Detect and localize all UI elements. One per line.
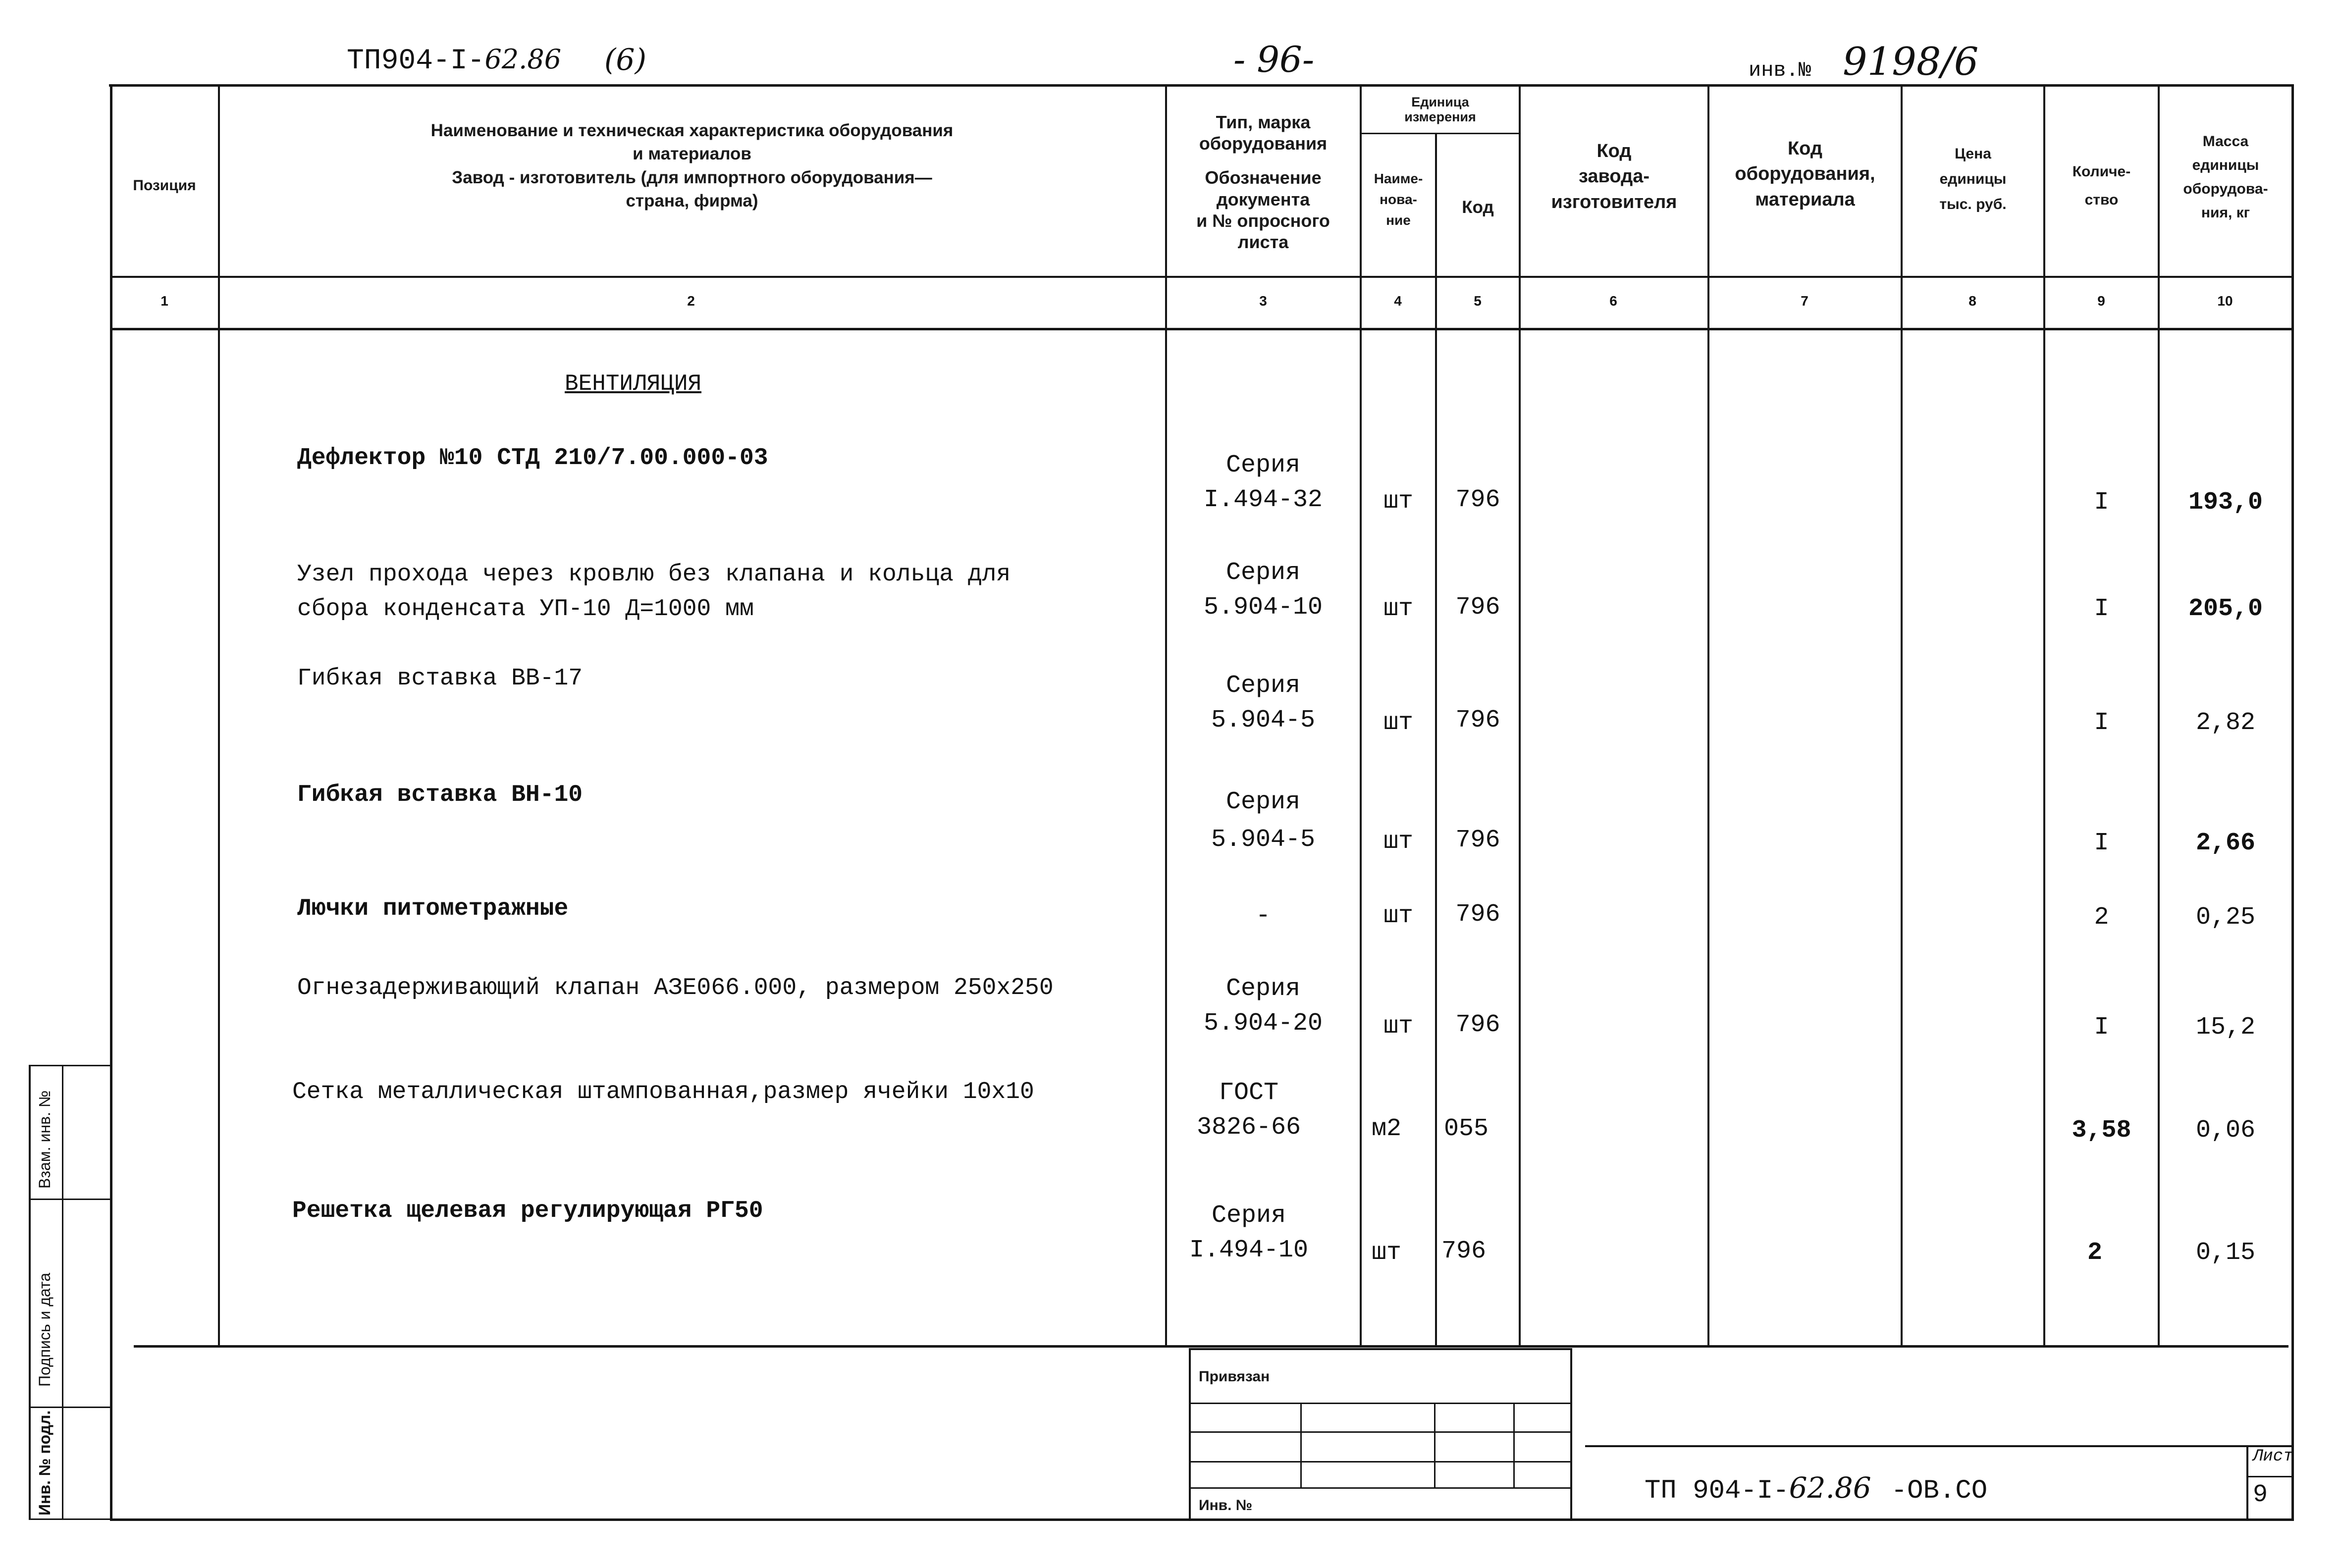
- stamp-line: [1189, 1487, 1571, 1489]
- side-margin-line: [29, 1065, 31, 1519]
- frame-bottom-line: [110, 1518, 2294, 1521]
- row-type: Серия 5.904-10: [1203, 559, 1323, 622]
- table-bottom-line: [134, 1345, 2288, 1348]
- stamp-line: [1189, 1348, 1191, 1519]
- row-unit: шт: [1383, 1012, 1413, 1041]
- header-bottom-line: [110, 276, 2294, 278]
- inventory-label: инв.№: [1749, 58, 1811, 82]
- side-margin-line: [29, 1407, 111, 1408]
- row-name: Огнезадерживающий клапан АЗЕ066.000, размером 250х250: [297, 975, 1054, 1001]
- header-position: Позиция: [133, 177, 196, 194]
- header-unit-group: Единица измерения: [1404, 95, 1476, 124]
- stamp-line: [1585, 1445, 2293, 1447]
- row-code: 796: [1455, 826, 1500, 854]
- stamp-inventory: Инв. №: [1199, 1497, 1253, 1514]
- frame-right-line: [2291, 84, 2294, 1520]
- row-mass: 15,2: [2195, 1013, 2256, 1042]
- row-type: Серия I.494-32: [1203, 451, 1323, 514]
- sheet-label: Лист: [2253, 1447, 2293, 1466]
- col-sep-5: [1519, 84, 1521, 1346]
- column-number: 8: [1968, 293, 1976, 309]
- row-mass: 193,0: [2188, 488, 2263, 517]
- row-name: Гибкая вставка ВН-10: [297, 782, 583, 808]
- row-quantity: 3,58: [2072, 1116, 2131, 1145]
- row-quantity: I: [2094, 595, 2109, 623]
- side-margin-line: [29, 1518, 111, 1520]
- row-unit: шт: [1383, 828, 1413, 856]
- row-quantity: I: [2094, 709, 2109, 737]
- row-mass: 0,25: [2195, 903, 2256, 932]
- row-code: 796: [1455, 1011, 1500, 1039]
- row-type: Серия I.494-10: [1189, 1202, 1309, 1264]
- frame-left-line: [110, 84, 112, 1520]
- row-name: Решетка щелевая регулирующая РГ50: [292, 1198, 763, 1224]
- header-equipment-code: Код оборудования, материала: [1735, 138, 1875, 210]
- row-type: Серия 5.904-5: [1211, 672, 1316, 734]
- row-code: 796: [1455, 900, 1500, 929]
- column-number: 7: [1801, 293, 1808, 309]
- col-sep-1: [218, 84, 220, 1347]
- row-mass: 2,66: [2195, 829, 2256, 857]
- section-title: ВЕНТИЛЯЦИЯ: [565, 371, 702, 397]
- row-unit: шт: [1383, 902, 1413, 930]
- row-mass: 0,15: [2195, 1239, 2256, 1267]
- frame-top-line: [109, 84, 2293, 87]
- side-original-inv: Инв. № подл.: [36, 1410, 53, 1516]
- doc-code-handwritten: 62.86: [484, 44, 562, 75]
- stamp-line: [2246, 1445, 2248, 1519]
- column-number: 6: [1609, 293, 1617, 309]
- stamp-privyazan: Привязан: [1199, 1368, 1270, 1385]
- col-sep-7: [1901, 84, 1903, 1346]
- column-number: 1: [160, 293, 168, 309]
- row-mass: 0,06: [2195, 1116, 2256, 1145]
- side-replaced-inv: Взам. инв. №: [36, 1090, 53, 1189]
- header-unit-code: Код: [1462, 198, 1494, 217]
- row-code: 796: [1455, 486, 1500, 514]
- row-name: Дефлектор №10 СТД 210/7.00.000-03: [297, 445, 768, 471]
- sheet-number: 9: [2253, 1481, 2268, 1509]
- stamp-line: [1570, 1348, 1572, 1519]
- row-name: Сетка металлическая штампованная,размер ячейки 10х10: [292, 1079, 1034, 1105]
- row-quantity: 2: [2087, 1239, 2102, 1267]
- column-number: 10: [2217, 293, 2233, 309]
- column-number: 9: [2097, 293, 2105, 309]
- row-unit: шт: [1383, 709, 1413, 737]
- side-margin-line: [62, 1065, 63, 1519]
- column-number: 3: [1259, 293, 1267, 309]
- doc-variant: (6): [604, 43, 646, 77]
- col-sep-6: [1707, 84, 1709, 1346]
- row-type: ГОСТ 3826-66: [1196, 1079, 1301, 1142]
- header-name: Наименование и техническая характеристика оборудования и материалов Завод - изготовитель (для импортного оборудования— страна, фирма): [430, 121, 954, 210]
- header-mass: Масса единицы оборудова- ния, кг: [2183, 133, 2268, 221]
- header-unit-name: Наиме- нова- ние: [1374, 171, 1423, 228]
- stamp-doc-code-handwritten: 62.86: [1789, 1471, 1871, 1505]
- header-type: Тип, марка оборудования Обозначение документа и № опросного листа: [1196, 112, 1330, 252]
- row-type: Серия 5.904-5: [1211, 788, 1316, 854]
- row-unit: шт: [1383, 595, 1413, 623]
- unit-group-line: [1360, 133, 1521, 134]
- column-number: 5: [1474, 293, 1482, 309]
- row-unit: шт: [1383, 487, 1413, 516]
- side-margin-line: [29, 1065, 111, 1066]
- inventory-number: 9198/6: [1843, 40, 1979, 84]
- stamp-line: [1513, 1403, 1515, 1487]
- row-quantity: I: [2094, 488, 2109, 517]
- row-quantity: 2: [2094, 903, 2109, 932]
- row-code: 796: [1441, 1237, 1487, 1265]
- side-margin-line: [29, 1199, 111, 1200]
- row-name: Узел прохода через кровлю без клапана и кольца для сбора конденсата УП-10 Д=1000 мм: [297, 561, 1011, 623]
- numbers-bottom-line: [110, 328, 2294, 330]
- row-mass: 2,82: [2195, 709, 2256, 737]
- row-unit: шт: [1371, 1239, 1401, 1267]
- stamp-doc-suffix: -ОВ.СО: [1891, 1476, 1988, 1506]
- stamp-doc-code-printed: ТП 904-I-: [1645, 1476, 1789, 1506]
- header-price: Цена единицы тыс. руб.: [1939, 146, 2007, 212]
- stamp-line: [1189, 1348, 1571, 1350]
- header-factory-code: Код завода- изготовителя: [1551, 141, 1677, 212]
- row-code: 796: [1455, 593, 1500, 622]
- stamp-line: [1434, 1403, 1436, 1487]
- row-mass: 205,0: [2188, 595, 2263, 623]
- doc-code-top: [347, 44, 561, 77]
- row-name: Лючки питометражные: [297, 895, 569, 922]
- row-quantity: I: [2094, 1013, 2109, 1042]
- row-unit: м2: [1371, 1115, 1401, 1143]
- row-quantity: I: [2094, 829, 2109, 857]
- row-type: Серия 5.904-20: [1203, 975, 1323, 1038]
- header-quantity: Количе- ство: [2072, 163, 2131, 208]
- page-number: - 96-: [1233, 39, 1315, 80]
- stamp-doc-code: [1645, 1471, 1987, 1506]
- column-number: 2: [687, 293, 695, 309]
- row-code: 796: [1455, 706, 1500, 734]
- stamp-line: [1300, 1403, 1302, 1487]
- stamp-line: [2246, 1476, 2293, 1477]
- row-code: 055: [1444, 1115, 1489, 1143]
- row-type: -: [1255, 902, 1271, 930]
- side-signature-date: Подпись и дата: [36, 1272, 53, 1387]
- column-number: 4: [1394, 293, 1402, 309]
- col-sep-4: [1435, 133, 1437, 1346]
- row-name: Гибкая вставка ВВ-17: [297, 665, 583, 692]
- doc-code-printed: ТП904-I-: [347, 45, 485, 77]
